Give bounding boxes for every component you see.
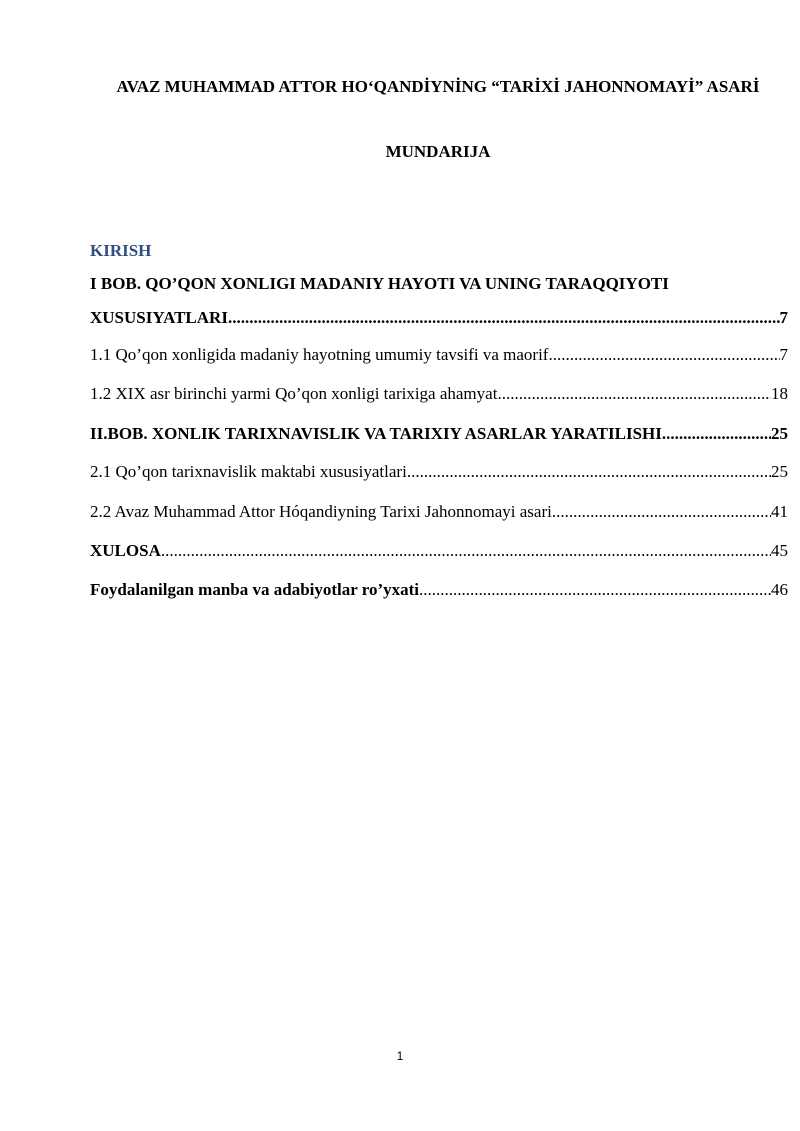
- toc-entry-xulosa[interactable]: [90, 540, 788, 562]
- toc-entry-kirish[interactable]: KIRISH: [90, 241, 152, 260]
- toc-entry-1-1[interactable]: [90, 344, 788, 366]
- toc-page-number: 25: [771, 462, 788, 481]
- toc-dot-leader: [419, 579, 771, 601]
- toc-page-number: 41: [771, 502, 788, 521]
- toc-page-number: 25: [771, 424, 788, 443]
- toc-entry-text: Foydalanilgan manba va adabiyotlar ro’yxati: [90, 580, 420, 599]
- toc-entry-chapter2[interactable]: [90, 423, 788, 445]
- document-title: AVAZ MUHAMMAD ATTOR HO‘QANDİYNİNG “TARİXİ JAHONNOMAYİ” ASARİ: [116, 77, 760, 96]
- toc-entry-text: XULOSA: [90, 541, 161, 560]
- toc-dot-leader: [552, 501, 771, 523]
- toc-dot-leader: [161, 540, 771, 562]
- footer-page-number: 1: [396, 1049, 404, 1063]
- toc-dot-leader: [548, 344, 779, 366]
- toc-entry-2-1[interactable]: [90, 461, 788, 483]
- toc-entry-1-2[interactable]: [90, 383, 788, 405]
- toc-entry-text: II.BOB. XONLIK TARIXNAVISLIK VA TARIXIY ASARLAR YARATILISHI: [90, 424, 662, 443]
- toc-entry-text: 1.1 Qo’qon xonligida madaniy hayotning umumiy tavsifi va maorif: [90, 345, 549, 364]
- toc-page-number: 7: [779, 308, 788, 327]
- toc-heading: MUNDARIJA: [385, 142, 491, 161]
- toc-page-number: 7: [779, 345, 788, 364]
- toc-page-number: 18: [771, 384, 788, 403]
- toc-entry-text: 1.2 XIX asr birinchi yarmi Qo’qon xonligi tarixiga ahamyat: [90, 384, 498, 403]
- toc-dot-leader: [228, 307, 780, 329]
- toc-entry-chapter1[interactable]: [90, 307, 788, 329]
- toc-page-number: 45: [771, 541, 788, 560]
- toc-dot-leader: [497, 383, 771, 405]
- toc-entry-text: 2.2 Avaz Muhammad Attor Hóqandiyning Tarixi Jahonnomayi asari: [90, 502, 552, 521]
- toc-entry-text: XUSUSIYATLARI: [90, 308, 228, 327]
- toc-entry-2-2[interactable]: [90, 501, 788, 523]
- toc-chapter1-title-line1[interactable]: I BOB. QO’QON XONLIGI MADANIY HAYOTI VA UNING TARAQQIYOTI: [90, 274, 669, 293]
- toc-entry-bibliography[interactable]: [90, 579, 788, 601]
- toc-dot-leader: [662, 423, 771, 445]
- toc-dot-leader: [407, 461, 771, 483]
- toc-entry-text: 2.1 Qo’qon tarixnavislik maktabi xususiyatlari: [90, 462, 407, 481]
- toc-page-number: 46: [771, 580, 788, 599]
